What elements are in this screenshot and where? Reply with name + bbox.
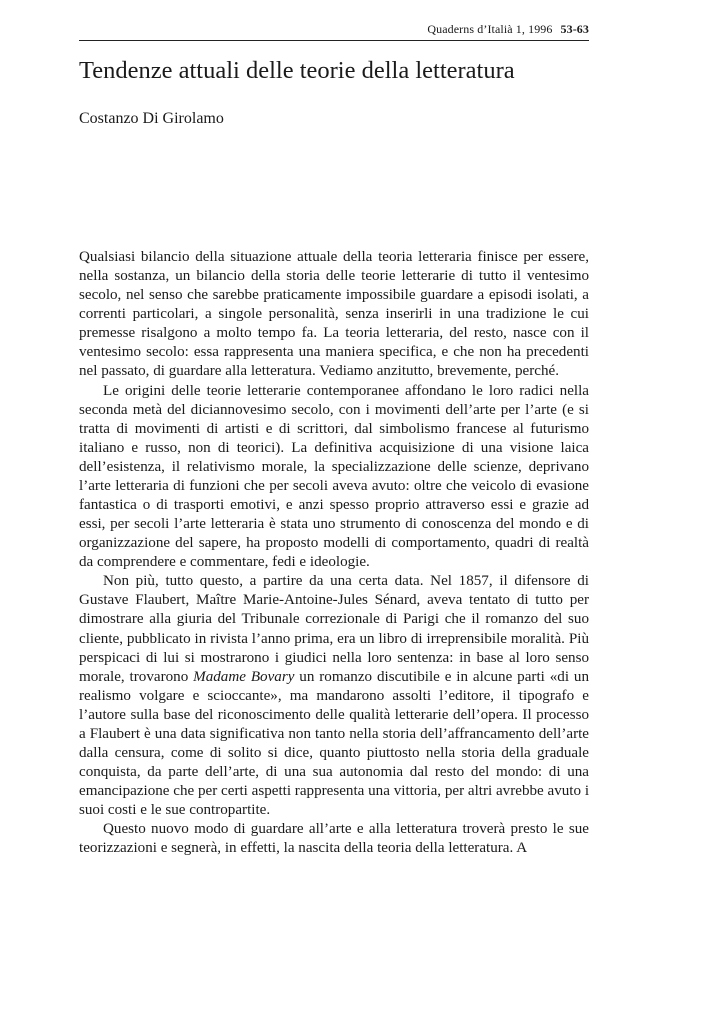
body-paragraph-2: Le origini delle teorie letterarie contemporanee affondano le loro radici nella seconda metà del diciannovesimo secolo, con i movimenti dell’arte per l’arte (e si tratta di movimenti di artisti e di scrittori, dal simbolismo francese al futurismo italiano e russo, non di teorici). La definitiva acquisizione di una visione laica dell’esistenza, il relativismo morale, la specializzazione delle scienze, deprivano l’arte letteraria di funzioni che per secoli aveva avuto: oltre che veicolo di evasione fantastica o di trasporti emotivi, e anzi spesso proprio attraverso essi e grazie ad essi, per secoli l’arte letteraria è stata uno strumento di conoscenza del mondo e di organizzazione del sapere, ha proposto modelli di comportamento, quadri di realtà da comprendere e commentare, fedi e ideologie.	[79, 382, 589, 571]
book-title-madame-bovary: Madame Bovary	[193, 668, 295, 685]
article-author: Costanzo Di Girolamo	[79, 110, 224, 127]
paragraph-3-text-before: Non più, tutto questo, a partire da una certa data. Nel 1857, il difensore di Gustave Flaubert, Maître Marie-Antoine-Jules Sénard, aveva tentato di tutto per dimostrare alla giuria del Tribunale correzionale di Parigi che il romanzo del suo cliente, pubblicato in rivista l’anno prima, era un libro di irreprensibile moralità. Più perspicaci di lui si mostrarono i giudici nella loro sentenza: in base al loro senso morale, trovarono	[79, 573, 589, 685]
journal-citation: Quaderns d’Italià 1, 1996	[427, 22, 553, 36]
header-rule	[79, 40, 589, 41]
body-paragraph-3	[79, 572, 589, 820]
article-body	[79, 248, 589, 859]
body-paragraph-4: Questo nuovo modo di guardare all’arte e alla letteratura troverà presto le sue teorizzazioni e segnerà, in effetti, la nascita della teoria della letteratura. A	[79, 821, 589, 857]
paragraph-3-text-after: un romanzo discutibile e in alcune parti «di un realismo volgare e scioccante», ma mandarono assolti l’editore, il tipografo e l’autore sulla base del riconoscimento delle qualità letterarie dell’opera. Il processo a Flaubert è una data significativa non tanto nella storia dell’affrancamento dell’arte dalla censura, come di solito si dice, quanto piuttosto nella storia della graduale conquista, da parte dell’arte, di una sua autonomia dal resto del mondo: di una emancipazione che per certi aspetti rappresenta una vittoria, per altri avrebbe avuto i suoi costi e le sue contropartite.	[79, 668, 590, 819]
running-head	[427, 22, 589, 37]
page-range: 53-63	[560, 22, 589, 36]
body-paragraph-1: Qualsiasi bilancio della situazione attuale della teoria letteraria finisce per essere, nella sostanza, un bilancio della storia delle teorie letterarie di tutto il ventesimo secolo, nel senso che sarebbe praticamente impossibile guardare a episodi isolati, a correnti particolari, a singole personalità, senza inserirli in una tradizione le cui premesse risalgono a molto tempo fa. La teoria letteraria, del resto, nasce con il ventesimo secolo: essa rappresenta una maniera specifica, e che non ha precedenti nel passato, di guardare alla letteratura. Vediamo anzitutto, brevemente, perché.	[79, 249, 589, 380]
article-title: Tendenze attuali delle teorie della letteratura	[79, 57, 515, 84]
